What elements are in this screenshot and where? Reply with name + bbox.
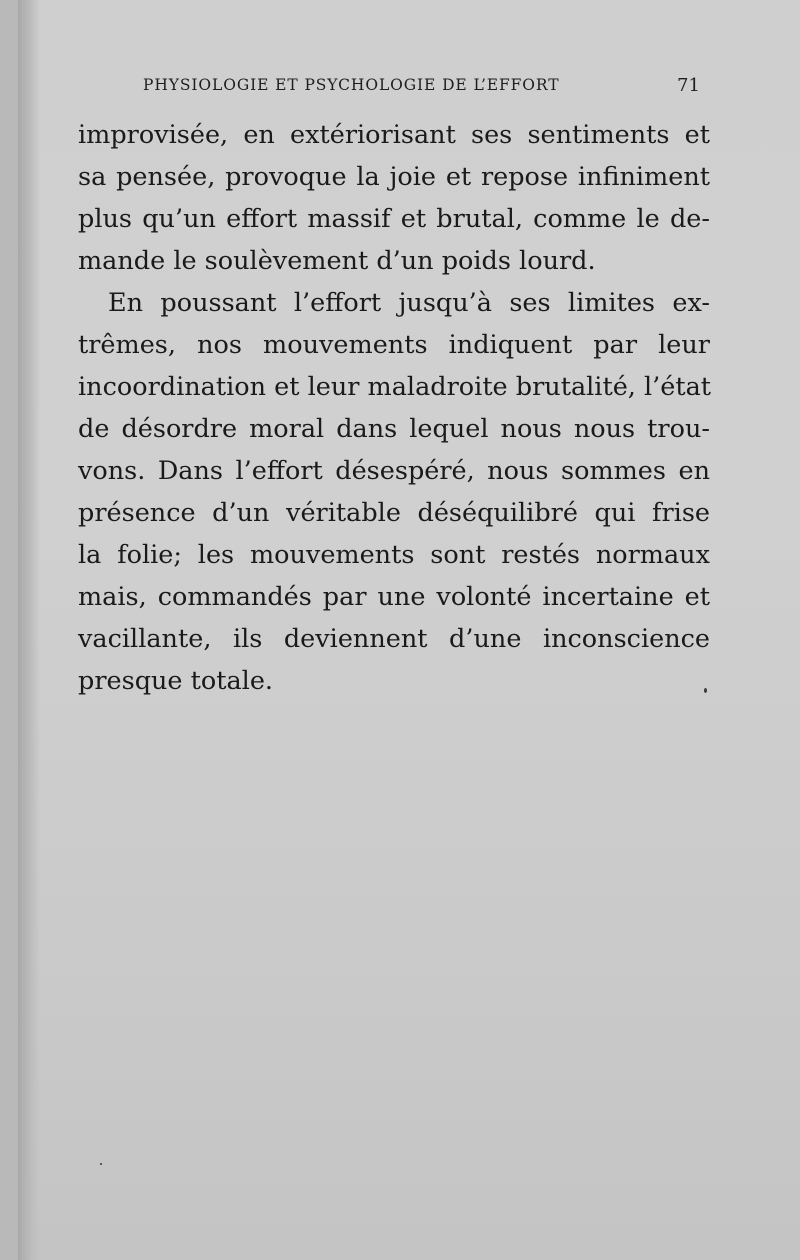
text-line: incoordination et leur maladroite brutalité, l’état — [78, 372, 712, 402]
page-header — [18, 72, 800, 104]
text-line: improvisée, en extériorisant ses sentiments et — [78, 120, 710, 150]
text-line: presque totale. — [78, 666, 274, 696]
text-line: la folie; les mouvements sont restés normaux — [78, 540, 710, 570]
text-line: trêmes, nos mouvements indiquent par leur — [78, 330, 710, 360]
text-line: présence d’un véritable déséquilibré qui frise — [78, 498, 710, 528]
text-line: plus qu’un effort massif et brutal, comme le de- — [78, 204, 710, 234]
text-line: vons. Dans l’effort désespéré, nous sommes en — [78, 456, 710, 486]
running-title: PHYSIOLOGIE ET PSYCHOLOGIE DE L’EFFORT — [143, 76, 560, 94]
page-gutter-shadow — [18, 0, 40, 1260]
ink-speck — [704, 688, 707, 693]
text-line: de désordre moral dans lequel nous nous trou- — [78, 414, 710, 444]
text-line: mais, commandés par une volonté incertaine et — [78, 582, 710, 612]
ink-speck — [100, 1163, 102, 1165]
text-line: vacillante, ils deviennent d’une inconscience — [78, 624, 710, 654]
book-page — [18, 0, 800, 1260]
text-line: sa pensée, provoque la joie et repose infiniment — [78, 162, 710, 192]
text-line: mande le soulèvement d’un poids lourd. — [78, 246, 596, 276]
text-line: En poussant l’effort jusqu’à ses limites ex- — [108, 288, 710, 318]
body-text — [78, 114, 710, 702]
page-number: 71 — [677, 75, 700, 96]
